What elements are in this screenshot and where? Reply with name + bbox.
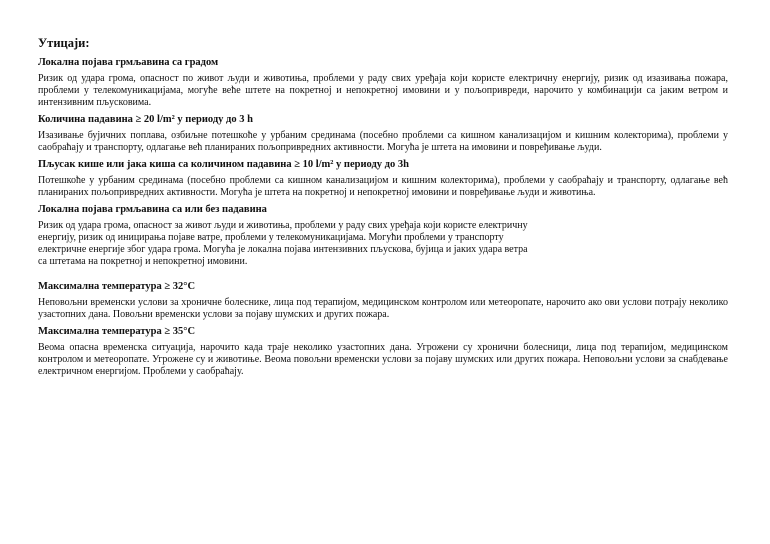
spacer	[38, 272, 728, 280]
section-body-shower-10: Потешкоће у урбаним срединама (посебно проблеми са кишном канализацијом и кишним колекторима), проблеми у саобраћају и транспорту, одлагање већ планираних пољопривредних активности. Могућа је штета на покретној и непокретној имовини и повређивање људи и животиња.	[38, 175, 728, 198]
text-line: електричне енергије због удара грома. Могућа је локална појава интензивних пљускова, бујица и јаких удара ветра	[38, 244, 528, 255]
text-line: са штетама на покретној и непокретној имовини.	[38, 256, 248, 267]
section-heading-temp-35: Максимална температура ≥ 35°C	[38, 326, 196, 337]
section-body-temp-35: Веома опасна временска ситуација, нарочито када траје неколико узастопних дана. Угрожени су хронични болесници, лица под терапијом, медицинском контролом и метеоропате. Угрожене су и животиње. Веома повољни временски услови за појаву шумских или других пожара. Неповољни услови за снабдевање електричном енергијом. Проблеми у саобраћају.	[38, 342, 728, 377]
page-title: Утицаји:	[38, 36, 90, 50]
section-heading-rain-20: Количина падавина ≥ 20 l/m² у периоду до 3 h	[38, 114, 253, 125]
section-heading-hail: Локална појава грмљавина са градом	[38, 57, 219, 68]
section-body-temp-32: Неповољни временски услови за хроничне болеснике, лица под терапијом, медицинском контролом или метеоропате, нарочито ако ови услови потрају неколико узастопних дана. Повољни временски услови за појаву шумских и других пожара.	[38, 297, 728, 320]
section-heading-temp-32: Максимална температура ≥ 32°C	[38, 281, 196, 292]
section-heading-thunderstorm: Локална појава грмљавина са или без падавина	[38, 204, 267, 215]
section-body-rain-20: Изазивање бујичних поплава, озбиљне потешкоће у урбаним срединама (посебно проблеми са кишном канализацијом и кишним колекторима), проблеми у саобраћају и транспорту, одлагање већ планираних пољопривредних активности. Могућа је штета на имовини и повређивање људи.	[38, 130, 728, 153]
section-heading-shower-10: Пљусак кише или јака киша са количином падавина ≥ 10 l/m² у периоду до 3h	[38, 159, 409, 170]
section-body-hail: Ризик од удара грома, опасност по живот људи и животиња, проблеми у раду свих уређаја који користе електричну енергију, ризик од изазивања пожара, проблеми у телекомуникацијама, могуће веће штете на покретној и непокретној имовини и у пољопривреди, нарочито у комбинацији са јаким ветром и интензивним пљусковима.	[38, 73, 728, 108]
text-line: Ризик од удара грома, опасност за живот људи и животиња, проблеми у раду свих уређаја који користе електричну	[38, 220, 528, 231]
document-page	[38, 36, 728, 382]
text-line: енергију, ризик од иницирања појаве ватре, проблеми у телекомуникацијама. Могући проблеми у транспорту	[38, 232, 504, 243]
section-body-thunderstorm	[38, 220, 583, 268]
